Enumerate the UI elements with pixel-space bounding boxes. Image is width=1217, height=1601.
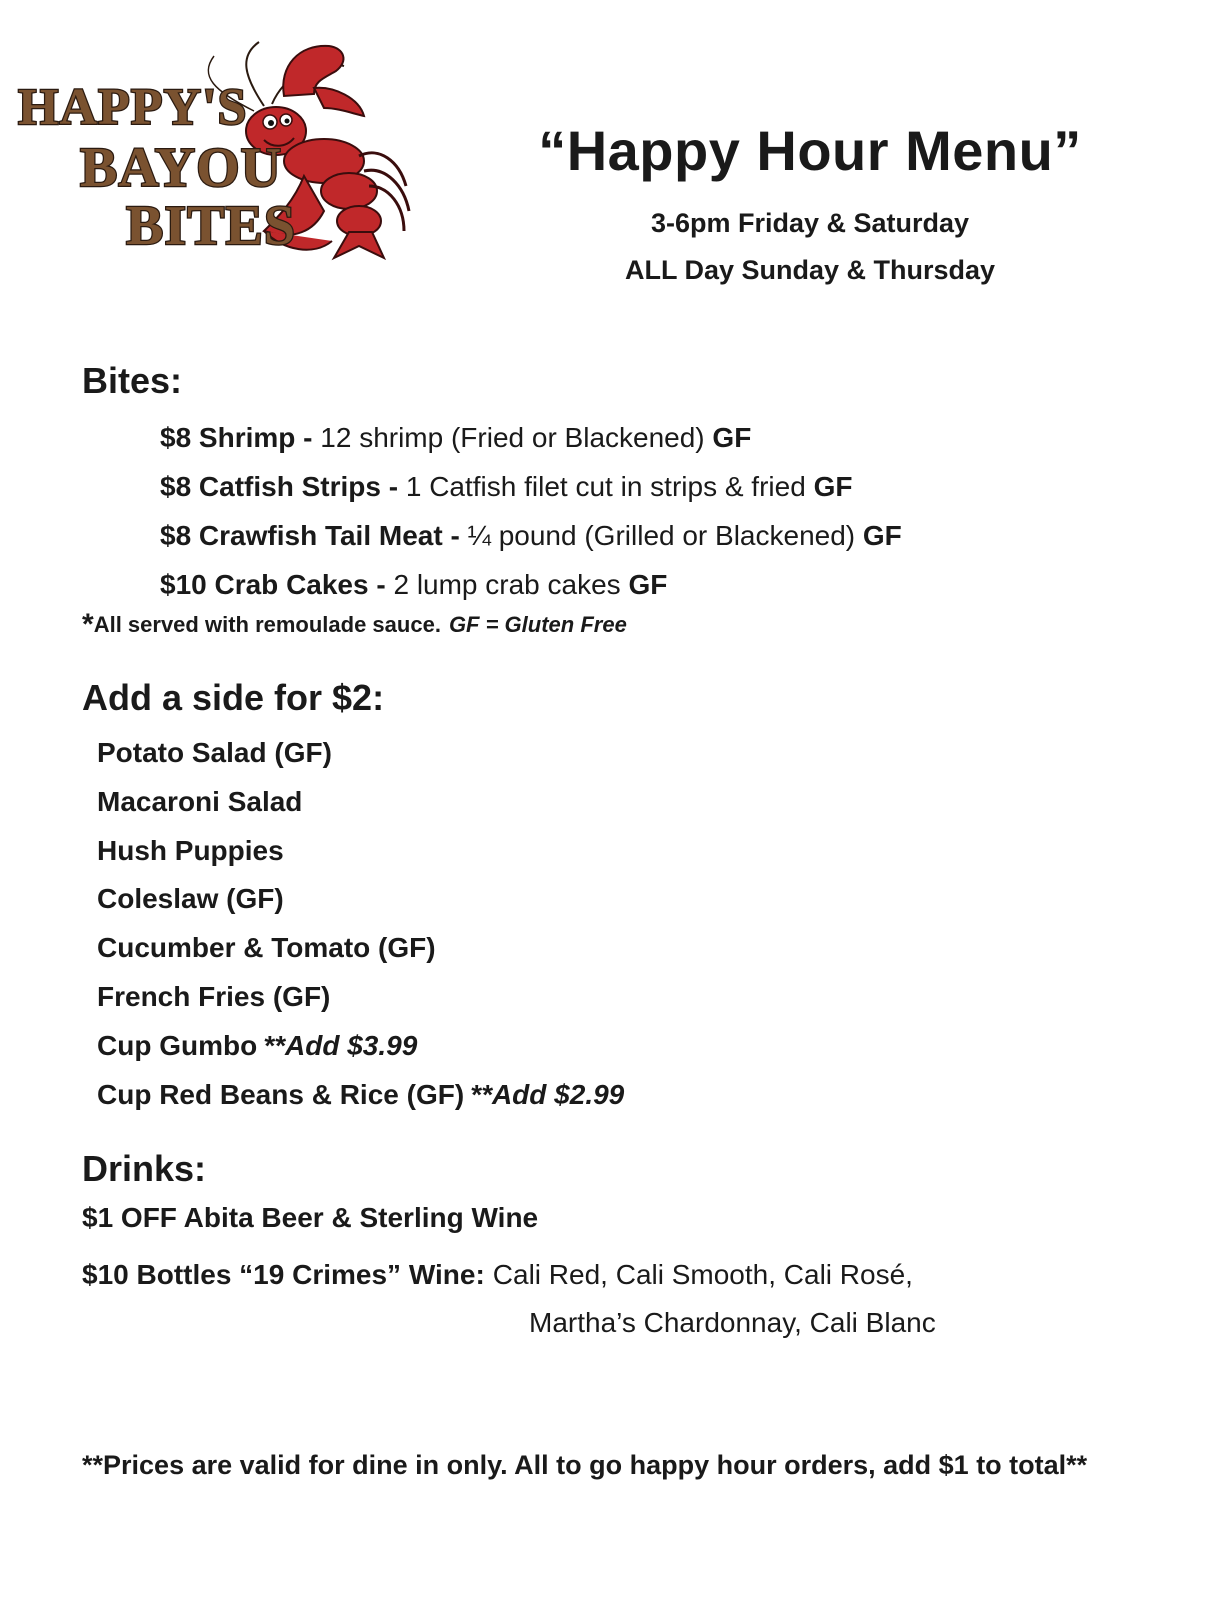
side-extra: **Add $3.99 [263, 1029, 418, 1061]
gf-tag: GF [813, 471, 853, 502]
list-item [160, 462, 902, 511]
asterisk: * [82, 608, 94, 641]
side-label: Macaroni Salad [97, 785, 303, 817]
item-description: 1 Catfish filet cut in strips & fried [398, 471, 814, 502]
bites-list [160, 413, 902, 609]
list-item [97, 875, 624, 924]
logo-line-3: BITES [126, 195, 296, 257]
drinks-heading: Drinks: [82, 1148, 207, 1189]
list-item [97, 827, 624, 876]
note-text: All served with remoulade sauce. [93, 612, 441, 637]
logo-line-1: HAPPY'S [18, 79, 248, 136]
list-item [97, 924, 624, 973]
sides-heading: Add a side for $2: [82, 677, 385, 718]
item-description: 12 shrimp (Fried or Blackened) [312, 422, 713, 453]
item-name: $8 Shrimp - [160, 422, 313, 453]
list-item [160, 560, 902, 609]
drink-beer-wine-discount: $1 OFF Abita Beer & Sterling Wine [82, 1202, 539, 1233]
bottle-offer-label: $10 Bottles “19 Crimes” Wine: [82, 1259, 485, 1290]
hours-all-day: ALL Day Sunday & Thursday [624, 255, 996, 285]
restaurant-logo [14, 36, 414, 261]
side-label: Cup Gumbo [97, 1029, 258, 1061]
side-label: French Fries (GF) [97, 980, 331, 1012]
item-description: ¼ pound (Grilled or Blackened) [459, 520, 863, 551]
list-item [97, 778, 624, 827]
list-item [160, 511, 902, 560]
hours-weekend: 3-6pm Friday & Saturday [650, 208, 970, 238]
item-name: $8 Catfish Strips - [160, 471, 399, 502]
bites-heading: Bites: [82, 360, 183, 401]
item-description: 2 lump crab cakes [385, 569, 629, 600]
gf-legend: GF = Gluten Free [448, 612, 627, 637]
page-title: “Happy Hour Menu” [538, 119, 1082, 182]
item-name: $8 Crawfish Tail Meat - [160, 520, 460, 551]
list-item [97, 1071, 624, 1120]
side-label: Cup Red Beans & Rice (GF) [97, 1078, 465, 1110]
list-item [97, 1022, 624, 1071]
item-name: $10 Crab Cakes - [160, 569, 386, 600]
wine-list-line-2: Martha’s Chardonnay, Cali Blanc [529, 1307, 936, 1338]
list-item [160, 413, 902, 462]
gf-tag: GF [862, 520, 902, 551]
side-label: Hush Puppies [97, 834, 284, 866]
drink-bottle-offer [82, 1259, 913, 1291]
gf-tag: GF [628, 569, 668, 600]
side-label: Potato Salad (GF) [97, 737, 332, 768]
list-item [97, 729, 624, 778]
crawfish-icon [14, 36, 414, 261]
remoulade-note [82, 608, 627, 646]
side-label: Cucumber & Tomato (GF) [97, 932, 436, 964]
side-extra: **Add $2.99 [470, 1078, 625, 1110]
dine-in-disclaimer: **Prices are valid for dine in only. All to go happy hour orders, add $1 to total** [82, 1450, 1088, 1480]
list-item [97, 973, 624, 1022]
gf-tag: GF [712, 422, 752, 453]
sides-list [97, 729, 624, 1119]
wine-list-line-1: Cali Red, Cali Smooth, Cali Rosé, [492, 1259, 913, 1290]
logo-line-2: BAYOU [80, 137, 283, 199]
side-label: Coleslaw (GF) [97, 883, 284, 915]
